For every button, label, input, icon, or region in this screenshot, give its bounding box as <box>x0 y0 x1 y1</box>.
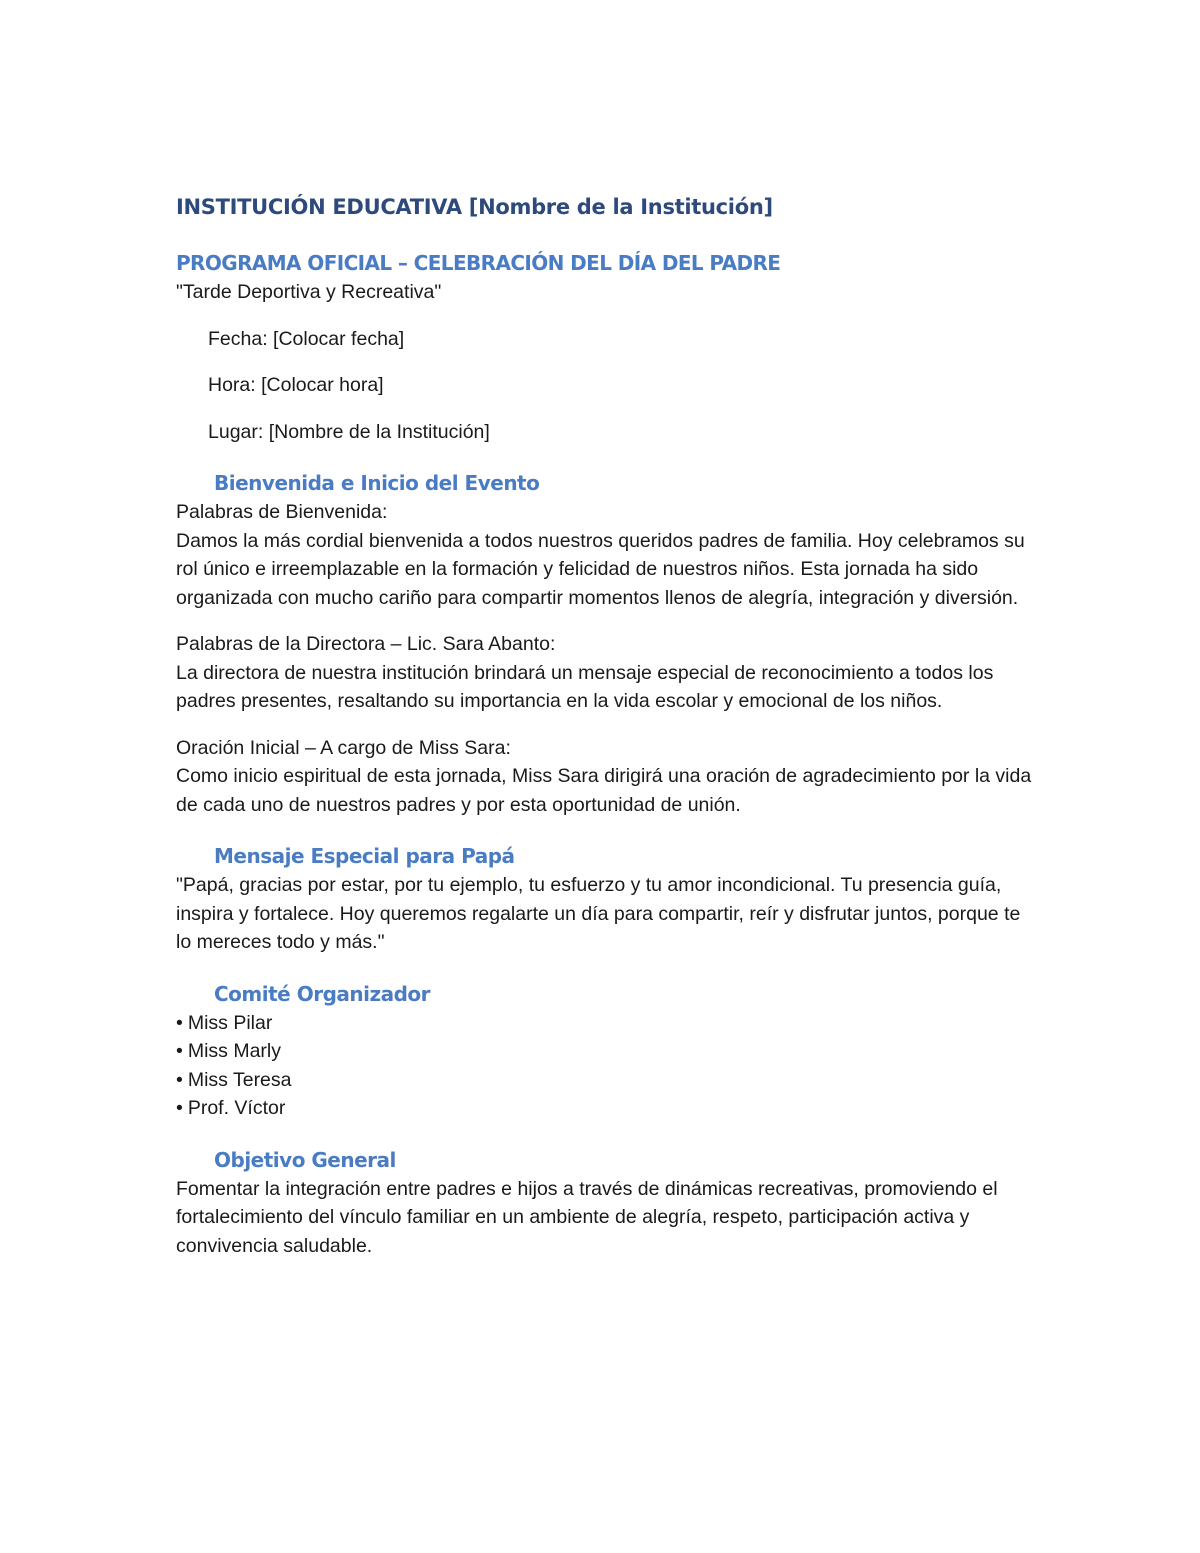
message-heading: Mensaje Especial para Papá <box>214 844 515 868</box>
objective-heading: Objetivo General <box>214 1147 396 1172</box>
list-item: • Miss Pilar <box>176 1009 1036 1038</box>
list-item: • Miss Teresa <box>176 1066 1036 1095</box>
director-words-text: La directora de nuestra institución brindará un mensaje especial de reconocimiento a todos los padres presentes, resaltando su importancia en la vida escolar y emocional de los niños. <box>176 661 994 712</box>
list-item: • Miss Marly <box>176 1037 1036 1066</box>
bullet-icon: • <box>176 1011 183 1034</box>
document-page <box>176 192 1036 1260</box>
director-words-label: Palabras de la Directora – Lic. Sara Abanto: <box>176 633 556 655</box>
event-place: Lugar: [Nombre de la Institución] <box>208 420 490 443</box>
prayer-text: Como inicio espiritual de esta jornada, Miss Sara dirigirá una oración de agradecimiento por la vida de cada uno de nuestros padres y por esta oportunidad de unión. <box>176 765 1032 816</box>
message-text: "Papá, gracias por estar, por tu ejemplo, tu esfuerzo y tu amor incondicional. Tu presencia guía, inspira y fortalece. Hoy queremos regalarte un día para compartir, reír y disfrutar juntos, porque te lo mereces todo y más." <box>176 874 1021 953</box>
event-time: Hora: [Colocar hora] <box>208 374 384 396</box>
welcome-heading: Bienvenida e Inicio del Evento <box>214 471 540 495</box>
list-item: • Prof. Víctor <box>176 1094 1036 1123</box>
welcome-words-label: Palabras de Bienvenida: <box>176 501 388 523</box>
bullet-icon: • <box>176 1040 183 1062</box>
bullet-icon: • <box>176 1097 183 1119</box>
committee-heading: Comité Organizador <box>214 981 431 1006</box>
prayer-label: Oración Inicial – A cargo de Miss Sara: <box>176 736 511 759</box>
event-date: Fecha: [Colocar fecha] <box>208 327 405 350</box>
committee-list <box>176 1009 1036 1123</box>
bullet-icon: • <box>176 1068 183 1091</box>
objective-text: Fomentar la integración entre padres e hijos a través de dinámicas recreativas, promoviendo el fortalecimiento del vínculo familiar en un ambiente de alegría, respeto, participación activa y convivencia saludable. <box>176 1177 998 1257</box>
institution-title: INSTITUCIÓN EDUCATIVA [Nombre de la Institución] <box>176 195 773 219</box>
program-subtitle: "Tarde Deportiva y Recreativa" <box>176 281 442 303</box>
welcome-words-text: Damos la más cordial bienvenida a todos nuestros queridos padres de familia. Hoy celebramos su rol único e irreemplazable en la formación y felicidad de nuestros niños. Esta jornada ha sido organizada con mucho cariño para compartir momentos llenos de alegría, integración y diversión. <box>176 529 1025 609</box>
program-title: PROGRAMA OFICIAL – CELEBRACIÓN DEL DÍA DEL PADRE <box>176 251 781 275</box>
